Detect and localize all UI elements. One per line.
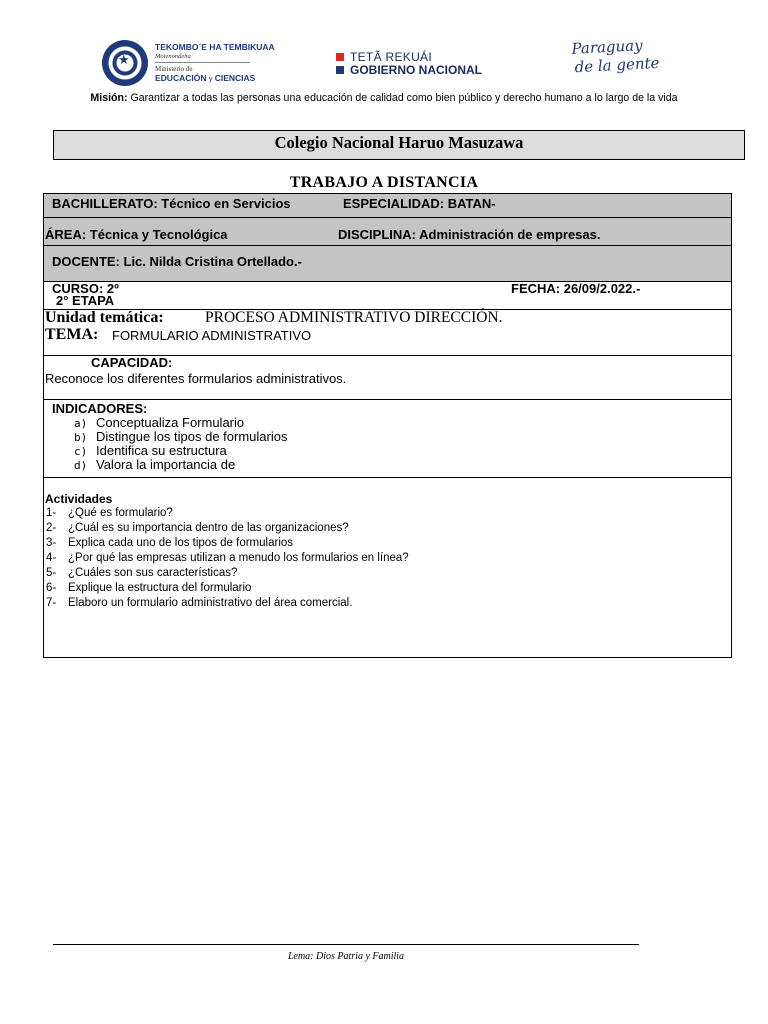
disciplina-label: DISCIPLINA: Administración de empresas.	[338, 227, 601, 242]
red-square-icon	[336, 53, 344, 61]
actividad-item	[46, 567, 237, 579]
indicador-item	[74, 415, 244, 430]
actividad-num: 2-	[46, 522, 57, 534]
mec-logo-y: y	[208, 76, 213, 83]
gobierno-logo-row1	[336, 50, 516, 63]
actividad-text: ¿Cuál es su importancia dentro de las organizaciones?	[68, 522, 349, 534]
actividad-num: 3-	[46, 537, 57, 549]
school-name: Colegio Nacional Haruo Masuzawa	[53, 130, 745, 160]
indicador-item	[74, 457, 235, 472]
mec-logo-ciencias: CIENCIAS	[214, 73, 256, 83]
indicador-letter: c)	[74, 445, 88, 458]
mec-logo-divider	[155, 62, 250, 63]
pdg-logo-line2: de la gente	[574, 53, 660, 77]
header-logos	[0, 38, 768, 88]
especialidad-label: ESPECIALIDAD: BATAN-	[343, 196, 496, 211]
mision-statement	[70, 92, 698, 105]
indicador-letter: b)	[74, 431, 88, 444]
paraguay-de-la-gente-logo	[552, 36, 662, 77]
actividad-item	[46, 597, 352, 609]
seal-star-icon: ★	[118, 52, 130, 67]
footer-lema: Lema: Dios Patria y Familia	[287, 951, 405, 962]
actividad-item	[46, 507, 173, 519]
actividad-text: ¿Cuáles son sus características?	[68, 567, 238, 579]
docente-label: DOCENTE: Lic. Nilda Cristina Ortellado.-	[52, 254, 302, 269]
etapa-label: 2° ETAPA	[56, 293, 115, 308]
indicador-item	[74, 429, 287, 444]
curso-label: CURSO: 2º	[52, 281, 119, 296]
actividad-text: ¿Qué es formulario?	[68, 507, 173, 519]
mision-label: Misión:	[90, 92, 128, 104]
actividad-text: ¿Por qué las empresas utilizan a menudo los formularios en línea?	[68, 552, 409, 564]
row-unidad-tema	[44, 310, 731, 356]
actividad-num: 5-	[46, 567, 57, 579]
row-bachillerato	[44, 194, 731, 218]
unidad-value: PROCESO ADMINISTRATIVO DIRECCIÓN.	[205, 309, 503, 326]
actividad-num: 4-	[46, 552, 57, 564]
mec-logo-line1: TEKOMBO´E HA TEMBIKUAA	[155, 42, 275, 52]
row-docente	[44, 246, 731, 282]
capacidad-label: CAPACIDAD:	[91, 355, 173, 370]
gobierno-logo-line1: TETÃ REKUÁI	[350, 49, 432, 64]
mec-logo-line4	[155, 73, 285, 83]
row-capacidad	[44, 356, 731, 400]
actividad-item	[46, 582, 251, 594]
footer-divider	[53, 944, 639, 945]
row-area	[44, 218, 731, 246]
indicador-text: Identifica su estructura	[96, 443, 227, 458]
actividad-num: 1-	[46, 507, 57, 519]
row-curso	[44, 282, 731, 310]
actividad-text: Explica cada uno de los tipos de formularios	[68, 537, 294, 549]
indicador-text: Conceptualiza Formulario	[96, 415, 245, 430]
mec-logo-line3: Ministerio de	[155, 65, 193, 73]
mec-logo-educacion: EDUCACIÓN	[155, 73, 207, 83]
mec-logo-line2: Motenondeha	[155, 53, 191, 60]
indicador-letter: d)	[74, 459, 88, 472]
actividad-num: 7-	[46, 597, 57, 609]
capacidad-text: Reconoce los diferentes formularios administrativos.	[45, 371, 347, 386]
actividad-item	[46, 552, 409, 564]
actividad-item	[46, 522, 349, 534]
document-title: TRABAJO A DISTANCIA	[289, 174, 479, 191]
actividad-text: Elaboro un formulario administrativo del área comercial.	[68, 597, 353, 609]
row-indicadores	[44, 400, 731, 478]
blue-square-icon	[336, 66, 344, 74]
bachillerato-label: BACHILLERATO: Técnico en Servicios	[52, 196, 291, 211]
gobierno-logo-line2: GOBIERNO NACIONAL	[350, 62, 482, 77]
fecha-label: FECHA: 26/09/2.022.-	[511, 281, 641, 296]
mision-text: Garantizar a todas las personas una educación de calidad como bien público y derecho humano a lo largo de la vida	[130, 92, 678, 104]
pdg-logo-line1: Paraguay	[570, 36, 644, 58]
gobierno-logo	[336, 50, 516, 76]
actividad-text: Explique la estructura del formulario	[68, 582, 252, 594]
indicador-text: Valora la importancia de	[96, 457, 236, 472]
actividad-num: 6-	[46, 582, 57, 594]
unidad-label: Unidad temática:	[45, 309, 164, 326]
indicador-text: Distingue los tipos de formularios	[96, 429, 288, 444]
mec-logo	[155, 42, 285, 83]
actividad-item	[46, 537, 293, 549]
actividades-label: Actividades	[45, 492, 113, 506]
row-actividades	[44, 478, 731, 658]
gobierno-logo-row2	[336, 63, 516, 76]
tema-value: FORMULARIO ADMINISTRATIVO	[112, 328, 312, 343]
info-table	[43, 193, 732, 658]
indicador-item	[74, 443, 227, 458]
indicador-letter: a)	[74, 417, 88, 430]
tema-label: TEMA:	[45, 326, 99, 343]
area-label: ÁREA: Técnica y Tecnológica	[45, 227, 228, 242]
indicadores-label: INDICADORES:	[52, 401, 148, 416]
